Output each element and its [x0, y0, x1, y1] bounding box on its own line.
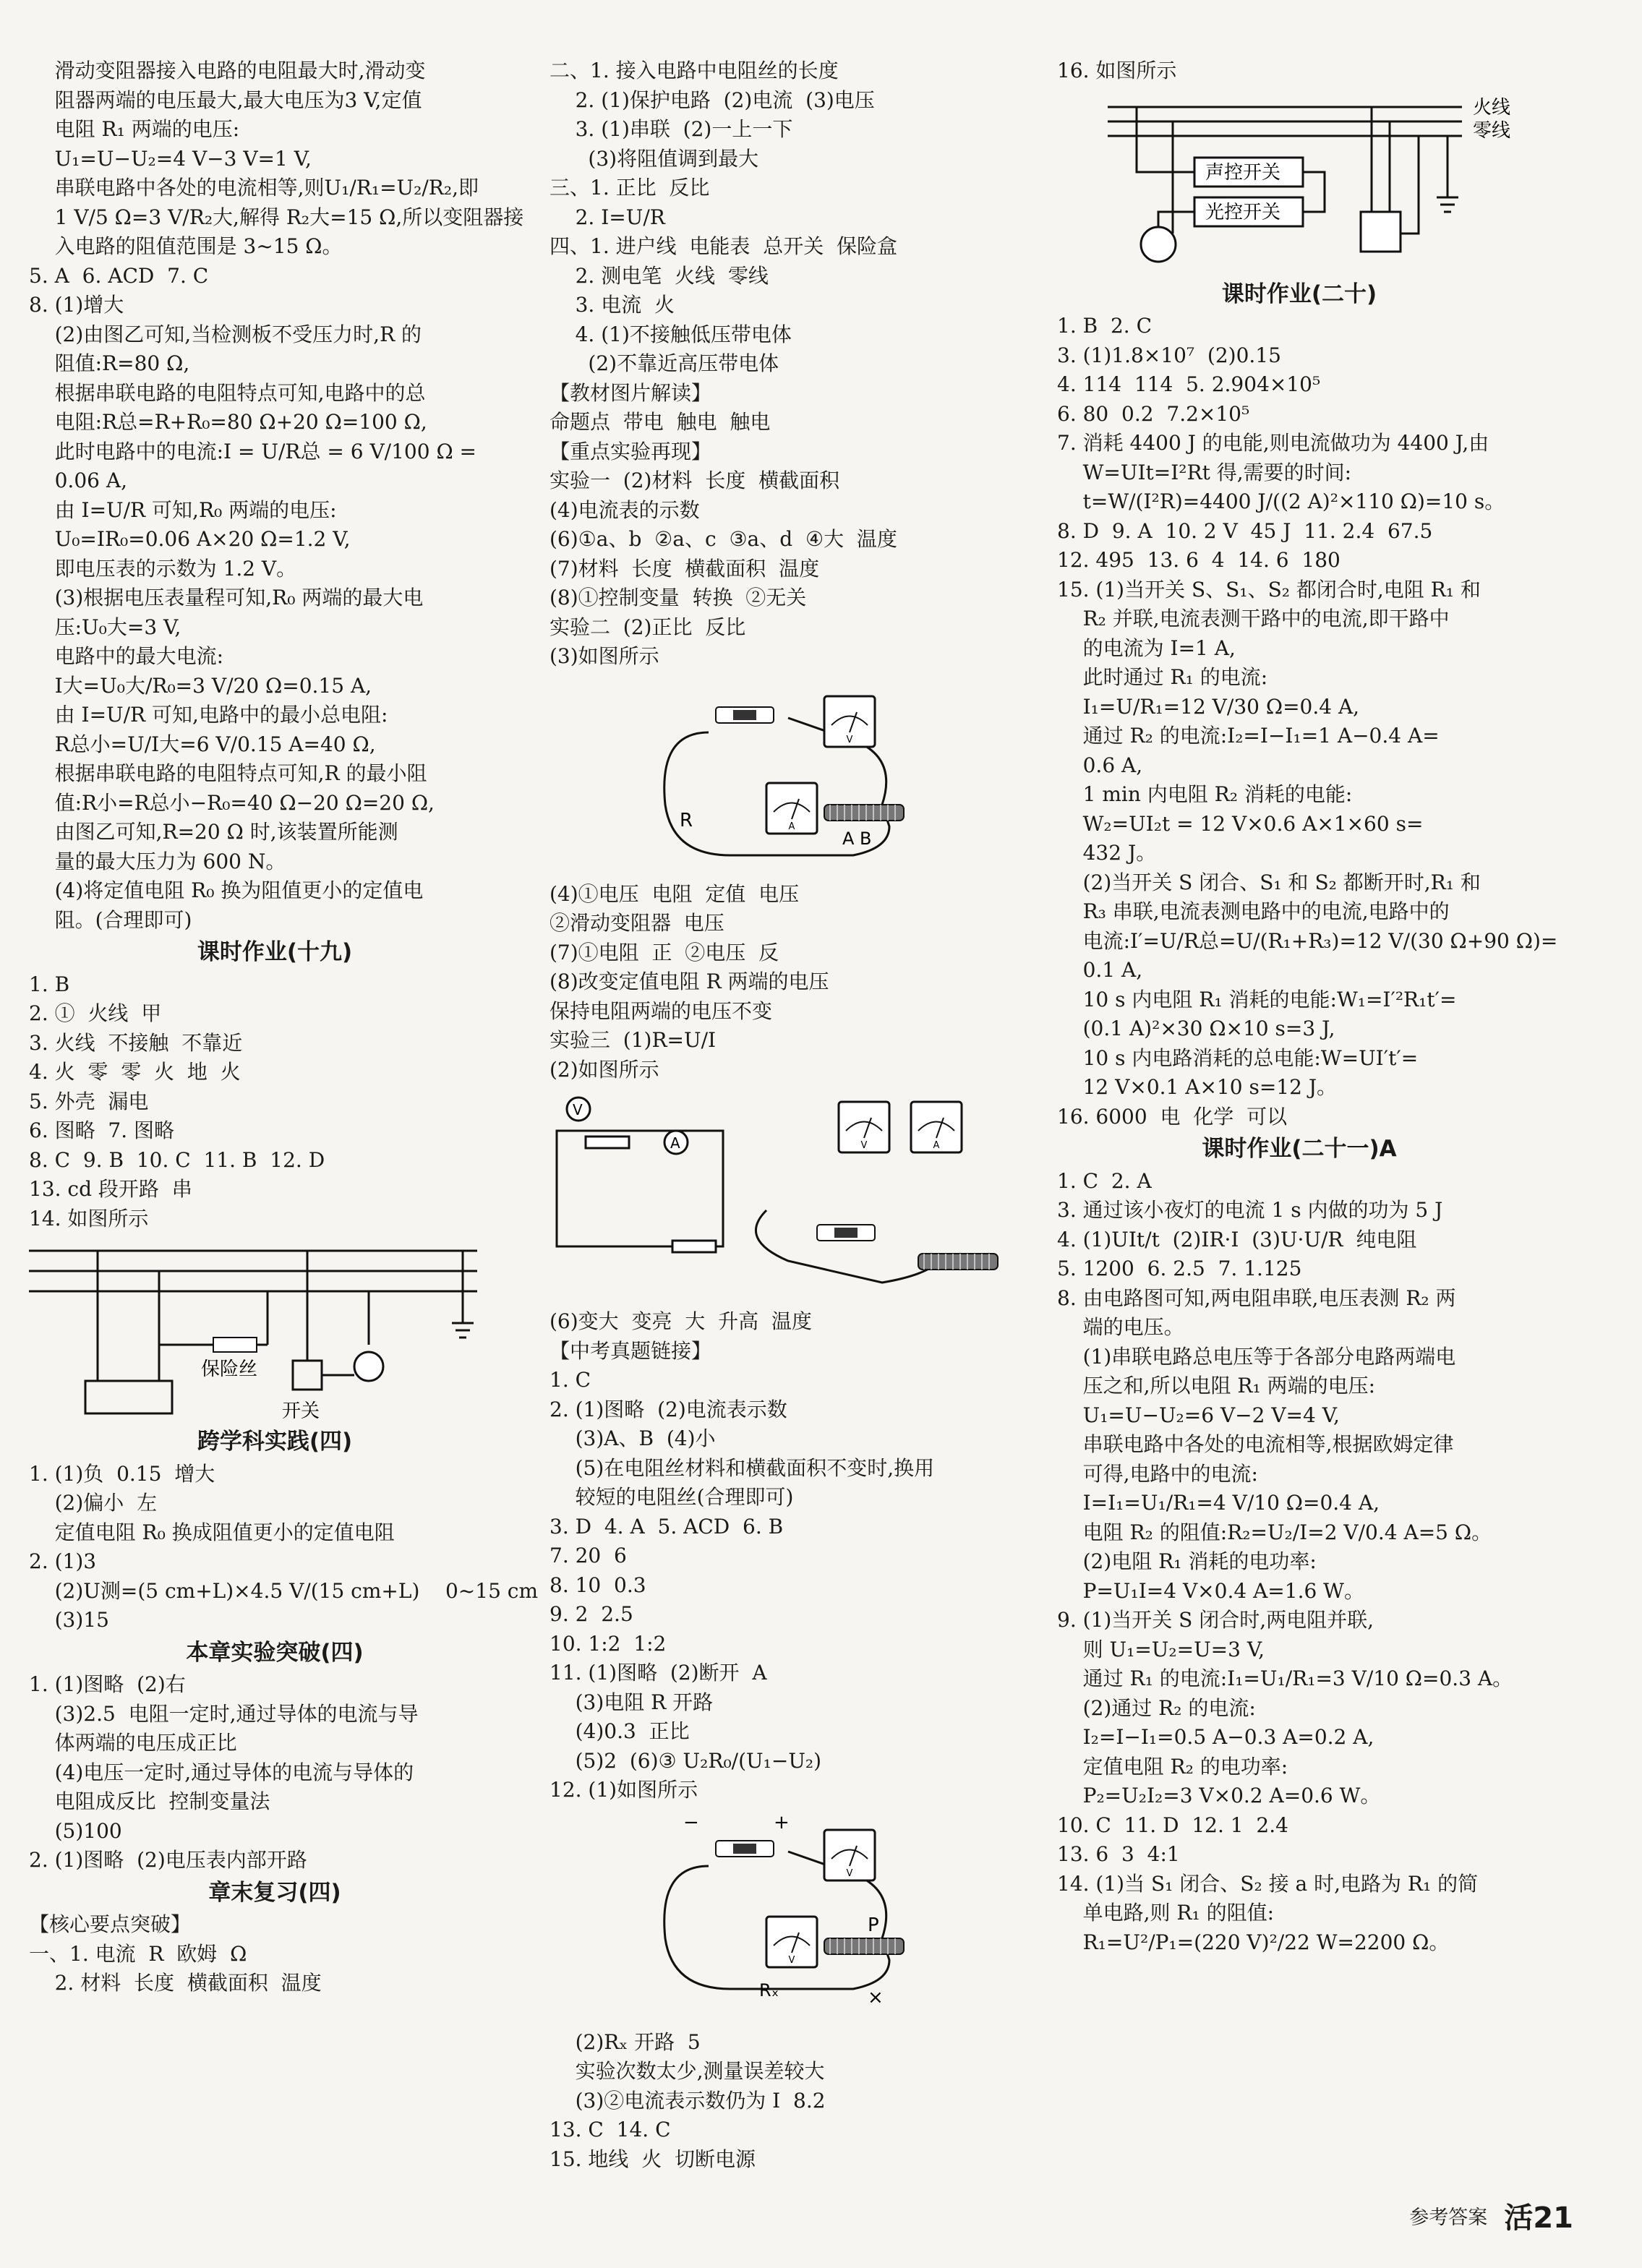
- answer-line: 一、1. 电流 R 欧姆 Ω: [29, 1941, 247, 1966]
- answer-line: (6)①a、b ②a、c ③a、d ④大 温度: [550, 527, 897, 551]
- answer-line: W=UIt=I²Rt 得,需要的时间:: [1057, 460, 1352, 484]
- answer-line: 1. (1)图略 (2)右: [29, 1672, 186, 1696]
- answer-line: 2. (1)保护电路 (2)电流 (3)电压: [550, 87, 875, 112]
- answer-line: 8. (1)增大: [29, 293, 124, 317]
- answer-line: 根据串联电路的电阻特点可知,R 的最小阻: [29, 761, 427, 785]
- answer-line: 3. 火线 不接触 不靠近: [29, 1030, 243, 1055]
- rheostat-icon: [824, 805, 904, 821]
- answer-line: 串联电路中各处的电流相等,则U₁/R₁=U₂/R₂,即: [29, 176, 479, 200]
- answer-line: 阻器两端的电压最大,最大电压为3 V,定值: [29, 87, 422, 112]
- answer-line: (3)如图所示: [550, 644, 659, 668]
- answer-line: 四、1. 进户线 电能表 总开关 保险盒: [550, 234, 898, 258]
- answer-line: 则 U₁=U₂=U=3 V,: [1057, 1637, 1265, 1661]
- answer-line: 14. (1)当 S₁ 闭合、S₂ 接 a 时,电路为 R₁ 的简: [1057, 1871, 1479, 1896]
- answer-line: (7)材料 长度 横截面积 温度: [550, 556, 820, 581]
- answer-line: 3. (1)1.8×10⁷ (2)0.15: [1057, 343, 1281, 367]
- switch-label: 开关: [282, 1400, 320, 1422]
- answer-line: P₂=U₂I₂=3 V×0.2 A=0.6 W。: [1057, 1784, 1381, 1807]
- bulb-icon: [1141, 227, 1176, 262]
- answer-column-left: [29, 56, 539, 1998]
- answer-line: 13. C 14. C: [550, 2118, 671, 2141]
- answer-line: 10. C 11. D 12. 1 2.4: [1057, 1813, 1288, 1837]
- rheostat-icon: [918, 1254, 998, 1270]
- answer-line: 通过 R₂ 的电流:I₂=I−I₁=1 A−0.4 A=: [1057, 724, 1440, 748]
- svg-text:V: V: [846, 734, 853, 745]
- answer-line: 4. 火 零 零 火 地 火: [29, 1060, 241, 1084]
- answer-line: 滑动变阻器接入电路的电阻最大时,滑动变: [29, 59, 426, 82]
- answer-line: 1 min 内电阻 R₂ 消耗的电能:: [1057, 782, 1353, 806]
- answer-line: P=U₁I=4 V×0.4 A=1.6 W。: [1057, 1578, 1364, 1603]
- socket-icon: [1361, 212, 1401, 252]
- answer-line: (2)如图所示: [550, 1057, 659, 1082]
- answer-line: 6. 图略 7. 图略: [29, 1118, 175, 1142]
- answer-line: 量的最大压力为 600 N。: [29, 849, 286, 873]
- figure-meters2: [550, 1808, 1056, 2025]
- section-heading: 课时作业(十九): [197, 939, 353, 965]
- svg-text:V: V: [788, 1954, 795, 1966]
- neutral-wire-label: 零线: [1473, 119, 1511, 142]
- answer-line: (4)电压一定时,通过导体的电流与导体的: [29, 1760, 414, 1784]
- answer-line: I₁=U/R₁=12 V/30 Ω=0.4 A,: [1057, 694, 1360, 719]
- meter-icon: [766, 1917, 817, 1967]
- answer-line: 实验一 (2)材料 长度 横截面积: [550, 468, 840, 492]
- answer-line: 通过 R₁ 的电流:I₁=U₁/R₁=3 V/10 Ω=0.3 A。: [1057, 1666, 1513, 1690]
- answer-line: 2. (1)图略 (2)电流表示数: [550, 1397, 787, 1421]
- answer-line: (6)变大 变亮 大 升高 温度: [550, 1309, 812, 1333]
- answer-line: 电阻成反比 控制变量法: [29, 1789, 270, 1813]
- svg-text:A B: A B: [842, 828, 872, 849]
- answer-line: U₀=IR₀=0.06 A×20 Ω=1.2 V,: [29, 527, 351, 551]
- answer-line: 【教材图片解读】: [550, 380, 712, 405]
- live-wire-label: 火线: [1473, 96, 1511, 119]
- answer-line: 12. (1)如图所示: [550, 1778, 698, 1802]
- answer-line: 电路中的最大电流:: [29, 644, 224, 668]
- answer-line: (2)U测=(5 cm+L)×4.5 V/(15 cm+L) 0~15 cm: [29, 1578, 539, 1603]
- svg-text:+: +: [774, 1811, 790, 1833]
- answer-line: 值:R小=R总小−R₀=40 Ω−20 Ω=20 Ω,: [29, 790, 435, 815]
- answer-line: 电阻 R₂ 的阻值:R₂=U₂/I=2 V/0.4 A=5 Ω。: [1057, 1520, 1492, 1544]
- answer-line: 1. B 2. C: [1057, 314, 1153, 338]
- answer-line: 10 s 内电路消耗的总电能:W=UI′t′=: [1057, 1045, 1419, 1070]
- answer-line: R₁=U²/P₁=(220 V)²/22 W=2200 Ω。: [1057, 1930, 1450, 1954]
- answer-line: 电阻 R₁ 两端的电压:: [29, 117, 240, 141]
- answer-line: 6. 80 0.2 7.2×10⁵: [1057, 401, 1250, 426]
- answer-line: (2)电阻 R₁ 消耗的电功率:: [1057, 1549, 1317, 1573]
- answer-line: 根据串联电路的电阻特点可知,电路中的总: [29, 380, 426, 405]
- answer-line: 实验次数太少,测量误差较大: [550, 2059, 825, 2083]
- answer-line: (7)①电阻 正 ②电压 反: [550, 940, 779, 964]
- battery-icon: [716, 707, 774, 723]
- answer-line: 432 J。: [1057, 841, 1157, 865]
- answer-line: 即电压表的示数为 1.2 V。: [29, 556, 297, 581]
- answer-line: (8)改变定值电阻 R 两端的电压: [550, 970, 829, 993]
- page-number: 活21: [1504, 2201, 1573, 2235]
- svg-text:V: V: [573, 1101, 583, 1118]
- figure-wiring: [29, 1236, 521, 1424]
- answer-line: (8)①控制变量 转换 ②无关: [550, 586, 807, 609]
- answer-line: 8. 由电路图可知,两电阻串联,电压表测 R₂ 两: [1057, 1285, 1456, 1310]
- answer-line: U₁=U−U₂=6 V−2 V=4 V,: [1057, 1403, 1340, 1427]
- answer-line: 16. 如图所示: [1057, 59, 1177, 82]
- answer-line: 由 I=U/R 可知,R₀ 两端的电压:: [29, 497, 337, 522]
- answer-line: R₃ 串联,电流表测电路中的电流,电路中的: [1057, 899, 1450, 923]
- meter-icon: [824, 696, 875, 747]
- meter-icon: [911, 1102, 962, 1152]
- answer-line: (5)在电阻丝材料和横截面积不变时,换用: [550, 1455, 935, 1480]
- answer-line: 体两端的电压成正比: [29, 1731, 237, 1755]
- answer-line: 15. (1)当开关 S、S₁、S₂ 都闭合时,电阻 R₁ 和: [1057, 577, 1481, 602]
- answer-line: 阻值:R=80 Ω,: [29, 351, 190, 375]
- figure-switches: [1057, 89, 1541, 277]
- battery-icon: [817, 1225, 875, 1241]
- answer-line: 1 V/5 Ω=3 V/R₂大,解得 R₂大=15 Ω,所以变阻器接: [29, 205, 524, 229]
- answer-line: 由图乙可知,R=20 Ω 时,该装置所能测: [29, 820, 398, 844]
- svg-text:P: P: [868, 1914, 879, 1936]
- answer-line: (5)2 (6)③ U₂R₀/(U₁−U₂): [550, 1748, 822, 1773]
- answer-line: R₂ 并联,电流表测干路中的电流,即干路中: [1057, 607, 1450, 630]
- answer-line: 【中考真题链接】: [550, 1338, 712, 1363]
- answer-line: 【重点实验再现】: [550, 439, 712, 463]
- answer-line: 三、1. 正比 反比: [550, 176, 710, 200]
- answer-line: 此时通过 R₁ 的电流:: [1057, 665, 1268, 689]
- answer-line: (3)2.5 电阻一定时,通过导体的电流与导: [29, 1701, 419, 1726]
- light-switch-label: 光控开关: [1205, 201, 1281, 223]
- answer-line: 4. (1)UIt/t (2)IR·I (3)U·U/R 纯电阻: [1057, 1227, 1417, 1251]
- answer-line: 较短的电阻丝(合理即可): [550, 1485, 794, 1509]
- answer-line: 8. C 9. B 10. C 11. B 12. D: [29, 1147, 325, 1172]
- page-footer: [1409, 2195, 1573, 2236]
- answer-line: 8. 10 0.3: [550, 1572, 646, 1597]
- answer-line: 2. ① 火线 甲: [29, 1001, 162, 1025]
- sound-switch-label: 声控开关: [1205, 161, 1281, 184]
- answer-line: (2)Rₓ 开路 5: [550, 2029, 701, 2054]
- answer-line: (4)①电压 电阻 定值 电压: [550, 881, 800, 906]
- answer-line: 二、1. 接入电路中电阻丝的长度: [550, 59, 839, 82]
- answer-line: (4)电流表的示数: [550, 497, 700, 522]
- answer-line: (5)100: [29, 1818, 122, 1843]
- answer-line: 端的电压。: [1057, 1315, 1184, 1339]
- answer-line: 1. (1)负 0.15 增大: [29, 1461, 215, 1486]
- answer-line: 电阻:R总=R+R₀=80 Ω+20 Ω=100 Ω,: [29, 410, 427, 434]
- answer-line: (0.1 A)²×30 Ω×10 s=3 J,: [1057, 1017, 1335, 1040]
- answer-line: 7. 消耗 4400 J 的电能,则电流做功为 4400 J,由: [1057, 431, 1489, 455]
- answer-line: 13. 6 3 4:1: [1057, 1842, 1180, 1866]
- answer-line: (3)②电流表示数仍为 I 8.2: [550, 2088, 826, 2113]
- answer-line: 1. B: [29, 972, 70, 996]
- answer-line: 单电路,则 R₁ 的阻值:: [1057, 1901, 1275, 1925]
- fuse-label: 保险丝: [201, 1358, 258, 1380]
- answer-line: (2)偏小 左: [29, 1491, 158, 1515]
- answer-line: (3)将阻值调到最大: [550, 146, 759, 171]
- figure-meters: [550, 675, 1056, 877]
- answer-line: (3)A、B (4)小: [550, 1426, 716, 1450]
- answer-line: 此时电路中的电流:I = U/R总 = 6 V/100 Ω =: [29, 439, 477, 463]
- svg-text:V: V: [860, 1140, 868, 1151]
- svg-text:R: R: [680, 809, 693, 831]
- answer-line: 11. (1)图略 (2)断开 A: [550, 1661, 767, 1685]
- answer-line: 15. 地线 火 切断电源: [550, 2147, 756, 2171]
- answer-line: 压之和,所以电阻 R₁ 两端的电压:: [1057, 1374, 1376, 1398]
- answer-line: 压:U₀大=3 V,: [29, 615, 181, 639]
- meter-icon: [766, 783, 817, 834]
- answer-line: 10. 1:2 1:2: [550, 1631, 667, 1656]
- answer-line: 可得,电路中的电流:: [1057, 1461, 1258, 1486]
- answer-line: (2)当开关 S 闭合、S₁ 和 S₂ 都断开时,R₁ 和: [1057, 870, 1481, 894]
- answer-line: (3)电阻 R 开路: [550, 1690, 714, 1714]
- section-heading: 课时作业(二十): [1221, 281, 1377, 307]
- answer-line: 串联电路中各处的电流相等,根据欧姆定律: [1057, 1432, 1454, 1456]
- answer-line: (1)串联电路总电压等于各部分电路两端电: [1057, 1344, 1456, 1369]
- answer-line: W₂=UI₂t = 12 V×0.6 A×1×60 s=: [1057, 811, 1424, 836]
- answer-line: 0.06 A,: [29, 468, 127, 492]
- answer-line: 12. 495 13. 6 4 14. 6 180: [1057, 548, 1340, 572]
- answer-line: (3)根据电压表量程可知,R₀ 两端的最大电: [29, 586, 424, 609]
- svg-text:A: A: [670, 1134, 680, 1152]
- answer-line: 16. 6000 电 化学 可以: [1057, 1104, 1288, 1129]
- answer-line: 定值电阻 R₀ 换成阻值更小的定值电阻: [29, 1520, 395, 1544]
- meter-icon: [839, 1102, 889, 1152]
- answer-line: 阻。(合理即可): [29, 907, 192, 932]
- answer-line: 5. 外壳 漏电: [29, 1089, 149, 1113]
- footer-label: 参考答案: [1409, 2207, 1488, 2229]
- answer-column-middle: [550, 56, 1056, 2174]
- answer-line: 0.1 A,: [1057, 958, 1143, 982]
- answer-line: 4. (1)不接触低压带电体: [550, 322, 792, 346]
- battery-icon: [716, 1841, 774, 1857]
- answer-line: 2. 材料 长度 横截面积 温度: [29, 1971, 322, 1995]
- answer-line: 4. 114 114 5. 2.904×10⁵: [1057, 372, 1321, 396]
- answer-line: (2)不靠近高压带电体: [550, 351, 779, 375]
- answer-line: 实验三 (1)R=U/I: [550, 1028, 717, 1052]
- figure-circuit3: [550, 1087, 1056, 1304]
- answer-line: 12 V×0.1 A×10 s=12 J。: [1057, 1075, 1338, 1099]
- answer-line: 3. 通过该小夜灯的电流 1 s 内做的功为 5 J: [1057, 1198, 1443, 1222]
- answer-column-right: [1057, 56, 1558, 1957]
- section-heading: 章末复习(四): [208, 1879, 341, 1906]
- rheostat-icon: [824, 1938, 904, 1954]
- answer-line: 8. D 9. A 10. 2 V 45 J 11. 2.4 67.5: [1057, 518, 1433, 543]
- answer-line: 实验二 (2)正比 反比: [550, 615, 746, 639]
- svg-text:−: −: [683, 1811, 699, 1833]
- svg-text:A: A: [933, 1140, 940, 1151]
- answer-line: 2. (1)图略 (2)电压表内部开路: [29, 1848, 307, 1872]
- answer-line: (3)15: [29, 1608, 109, 1632]
- answer-line: 14. 如图所示: [29, 1206, 149, 1231]
- section-heading: 课时作业(二十一)A: [1202, 1136, 1397, 1162]
- answer-line: 10 s 内电阻 R₁ 消耗的电能:W₁=I′²R₁t′=: [1057, 987, 1457, 1011]
- answer-line: 入电路的阻值范围是 3~15 Ω。: [29, 234, 343, 258]
- answer-line: 2. (1)3: [29, 1549, 97, 1573]
- answer-line: (2)由图乙可知,当检测板不受压力时,R 的: [29, 322, 422, 346]
- section-heading: 本章实验突破(四): [186, 1639, 364, 1666]
- answer-line: R总小=U/I大=6 V/0.15 A=40 Ω,: [29, 732, 376, 756]
- answer-line: (4)将定值电阻 R₀ 换为阻值更小的定值电: [29, 878, 424, 902]
- svg-text:V: V: [846, 1867, 853, 1879]
- answer-line: ②滑动变阻器 电压: [550, 911, 724, 935]
- svg-text:Rₓ: Rₓ: [759, 1980, 779, 2000]
- lamp-icon: [354, 1352, 383, 1381]
- section-heading: 跨学科实践(四): [197, 1429, 353, 1455]
- answer-line: 2. I=U/R: [550, 205, 665, 229]
- answer-line: 5. A 6. ACD 7. C: [29, 263, 209, 288]
- answer-line: 0.6 A,: [1057, 753, 1143, 777]
- svg-text:A: A: [788, 821, 795, 832]
- answer-line: 1. C 2. A: [1057, 1168, 1152, 1193]
- answer-line: 3. (1)串联 (2)一上一下: [550, 117, 793, 141]
- answer-line: 7. 20 6: [550, 1544, 627, 1567]
- answer-line: 定值电阻 R₂ 的电功率:: [1057, 1754, 1288, 1779]
- answer-line: I大=U₀大/R₀=3 V/20 Ω=0.15 A,: [29, 673, 372, 698]
- answer-line: I=I₁=U₁/R₁=4 V/10 Ω=0.4 A,: [1057, 1491, 1380, 1515]
- svg-text:×: ×: [868, 1986, 884, 2008]
- answer-line: (4)0.3 正比: [550, 1719, 690, 1743]
- answer-line: 保持电阻两端的电压不变: [550, 998, 773, 1023]
- answer-line: 的电流为 I=1 A,: [1057, 636, 1236, 660]
- answer-line: I₂=I−I₁=0.5 A−0.3 A=0.2 A,: [1057, 1725, 1374, 1749]
- answer-line: 3. D 4. A 5. ACD 6. B: [550, 1514, 784, 1539]
- answer-line: 命题点 带电 触电 触电: [550, 410, 771, 434]
- answer-line: 13. cd 段开路 串: [29, 1177, 192, 1201]
- answer-line: 1. C: [550, 1368, 591, 1392]
- answer-line: 【核心要点突破】: [29, 1912, 192, 1936]
- answer-line: 3. 电流 火: [550, 293, 675, 317]
- answer-line: 9. (1)当开关 S 闭合时,两电阻并联,: [1057, 1608, 1374, 1632]
- answer-line: 5. 1200 6. 2.5 7. 1.125: [1057, 1257, 1302, 1280]
- answer-line: U₁=U−U₂=4 V−3 V=1 V,: [29, 146, 312, 171]
- answer-line: (2)通过 R₂ 的电流:: [1057, 1695, 1256, 1720]
- answer-line: 由 I=U/R 可知,电路中的最小总电阻:: [29, 703, 388, 727]
- answer-line: 电流:I′=U/R总=U/(R₁+R₃)=12 V/(30 Ω+90 Ω)=: [1057, 928, 1558, 953]
- answer-line: t=W/(I²R)=4400 J/((2 A)²×110 Ω)=10 s。: [1057, 489, 1505, 513]
- answer-line: 9. 2 2.5: [550, 1602, 633, 1626]
- meter-icon: [824, 1830, 875, 1880]
- answer-line: 2. 测电笔 火线 零线: [550, 263, 769, 288]
